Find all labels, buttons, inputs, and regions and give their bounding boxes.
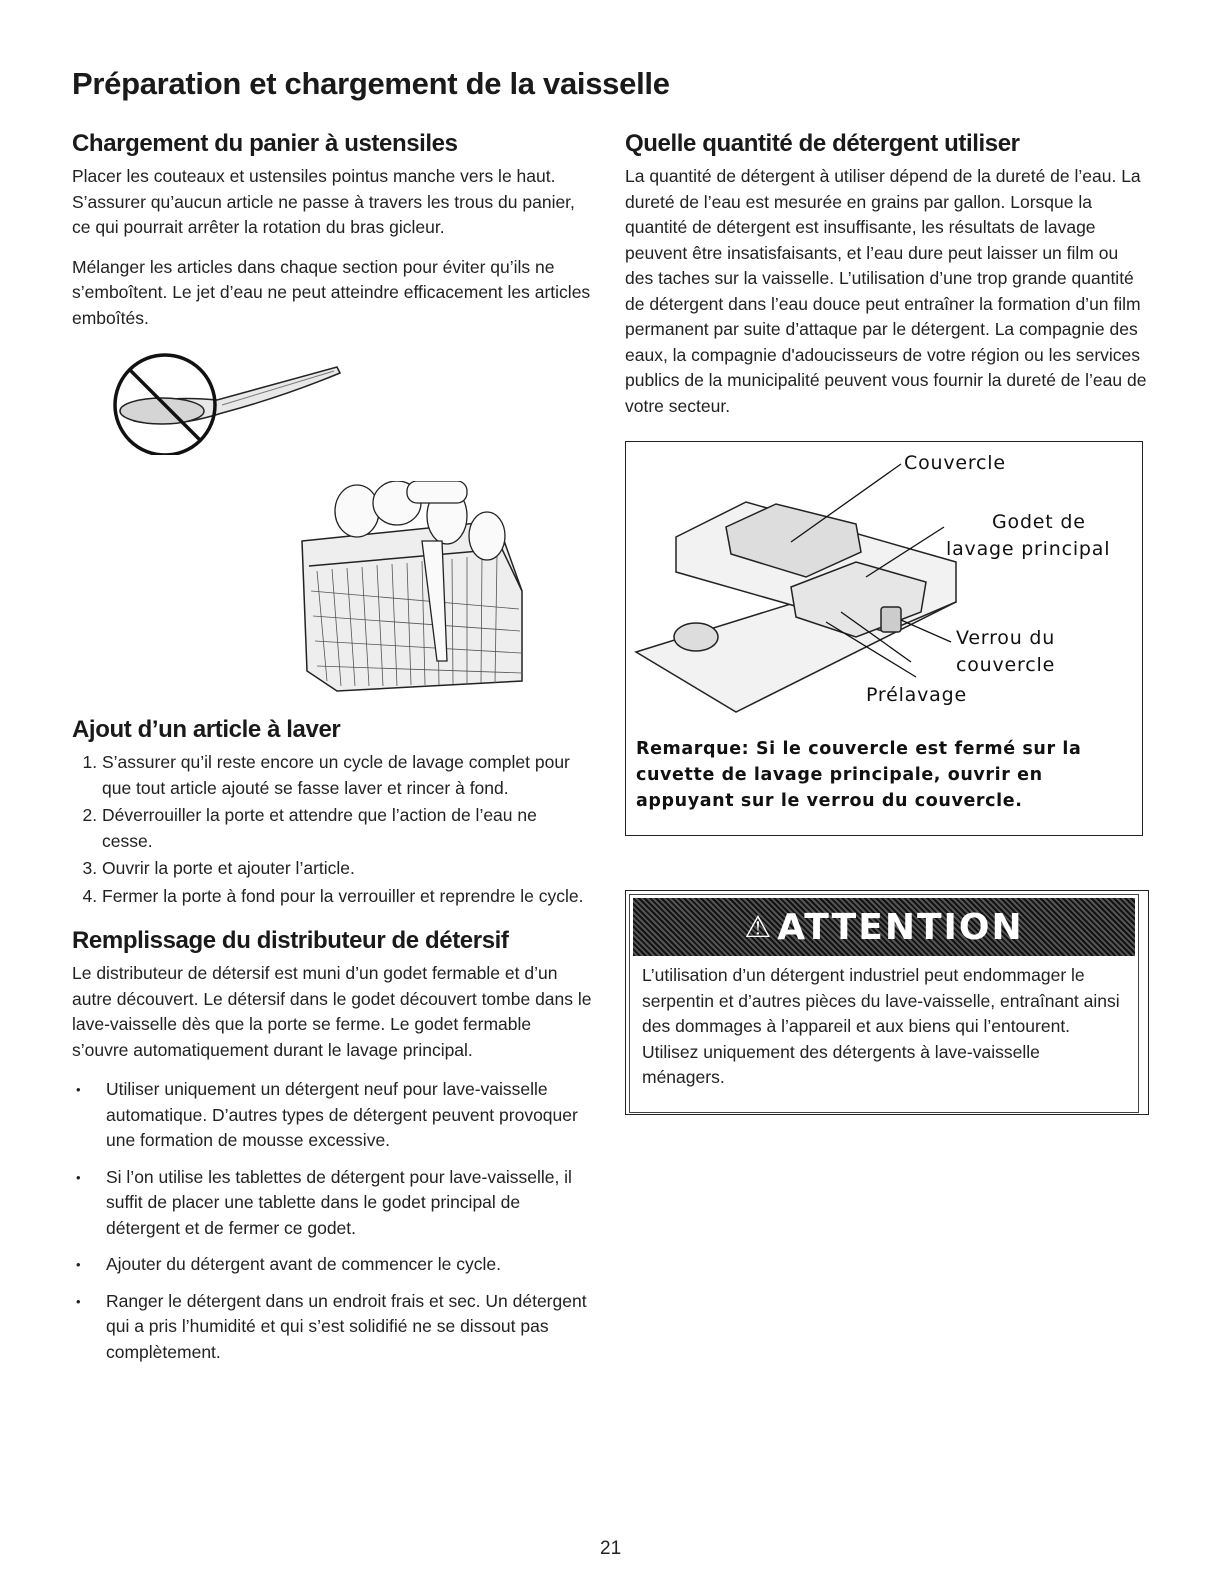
label-prewash: Prélavage xyxy=(866,684,967,706)
basket-paragraph-1: Placer les couteaux et ustensiles pointus manche vers le haut. S’assurer qu’aucun article ne passe à travers les trous du panier, ce qui pourrait arrêter la rotation du bras gicleur. xyxy=(72,166,575,237)
add-item-steps xyxy=(72,750,592,909)
label-latch-line1: Verrou du xyxy=(956,627,1056,649)
dispenser-section xyxy=(72,927,592,1365)
page-title: Préparation et chargement de la vaisselle xyxy=(72,66,670,101)
add-item-step: 3. Ouvrir la porte et ajouter l’article. xyxy=(102,856,592,882)
attention-banner xyxy=(633,898,1135,956)
label-main-cup-line2: lavage principal xyxy=(946,538,1111,560)
add-item-section xyxy=(72,716,592,909)
basket-paragraph-2: Mélanger les articles dans chaque section pour éviter qu’ils ne s’emboîtent. Le jet d’eau ne peut atteindre efficacement les articles emboîtés. xyxy=(72,256,591,328)
dispenser-bullet: • Si l’on utilise les tablettes de détergent pour lave-vaisselle, il suffit de placer une tablette dans le godet principal de détergent et de fermer ce godet. xyxy=(106,1165,592,1242)
spoon-prohibited-illustration xyxy=(72,345,592,455)
add-item-heading: Ajout d’un article à laver xyxy=(72,716,341,743)
utensil-basket-illustration xyxy=(297,481,592,696)
basket-heading: Chargement du panier à ustensiles xyxy=(72,130,458,157)
attention-title: ATTENTION xyxy=(777,906,1024,948)
attention-box xyxy=(625,890,1149,1115)
label-latch-line2: couvercle xyxy=(956,654,1056,676)
page-number: 21 xyxy=(600,1538,622,1559)
add-item-step: 1. S’assurer qu’il reste encore un cycle de lavage complet pour que tout article ajouté se fasse laver et rincer à fond. xyxy=(102,750,592,801)
dispenser-bullet: • Ranger le détergent dans un endroit frais et sec. Un détergent qui a pris l’humidité et qui s’est solidifié ne se dissout pas complètement. xyxy=(106,1289,592,1366)
label-main-cup-line1: Godet de xyxy=(992,511,1086,533)
quantity-paragraph: La quantité de détergent à utiliser dépend de la dureté de l’eau. La dureté de l’eau est mesurée en grains par gallon. Lorsque la quantité de détergent est insuffisante, les résultats de lavage peuvent être insatisfaisants, et l’eau dure peut laisser un film ou des taches sur la vaisselle. L’utilisation d’une trop grande quantité de détergent dans l’eau douce peut entraîner la formation d’un film permanent par suite d’attaque par le détergent. La compagnie des eaux, la compagnie d'adoucisseurs de votre région ou les services publics de la municipalité peuvent vous fournir la dureté de l’eau de votre secteur. xyxy=(625,166,1147,416)
quantity-section xyxy=(625,130,1147,419)
right-column xyxy=(625,130,1147,836)
add-item-step: 4. Fermer la porte à fond pour la verrouiller et reprendre le cycle. xyxy=(102,884,592,910)
dispenser-diagram-box xyxy=(625,441,1143,836)
dispenser-bullet: • Utiliser uniquement un détergent neuf pour lave-vaisselle automatique. D’autres types de détergent peuvent provoquer une formation de mousse excessive. xyxy=(106,1077,592,1154)
dispenser-bullets xyxy=(72,1077,592,1365)
diagram-remark: Remarque: Si le couvercle est fermé sur la cuvette de lavage principale, ouvrir en appuyant sur le verrou du couvercle. xyxy=(636,739,1082,811)
left-column xyxy=(72,130,592,1376)
dispenser-heading: Remplissage du distributeur de détersif xyxy=(72,927,509,954)
attention-text: L’utilisation d’un détergent industriel peut endommager le serpentin et d’autres pièces du lave-vaisselle, entraînant ainsi des dommages à l’appareil et aux biens qui l’entourent. Utilisez uniquement des détergents à lave-vaisselle ménagers. xyxy=(642,965,1120,1087)
dispenser-bullet: • Ajouter du détergent avant de commencer le cycle. xyxy=(106,1252,592,1278)
attention-inner xyxy=(629,894,1139,1113)
quantity-heading: Quelle quantité de détergent utiliser xyxy=(625,130,1020,157)
label-cover: Couvercle xyxy=(904,452,1006,474)
basket-section xyxy=(72,130,592,331)
add-item-step: 2. Déverrouiller la porte et attendre que l’action de l’eau ne cesse. xyxy=(102,803,592,854)
warning-triangle-icon: ⚠ xyxy=(744,909,774,945)
dispenser-paragraph: Le distributeur de détersif est muni d’un godet fermable et d’un autre découvert. Le détersif dans le godet découvert tombe dans le lave-vaisselle dès que la porte se ferme. Le godet fermable s’ouvre automatiquement durant le lavage principal. xyxy=(72,963,592,1060)
